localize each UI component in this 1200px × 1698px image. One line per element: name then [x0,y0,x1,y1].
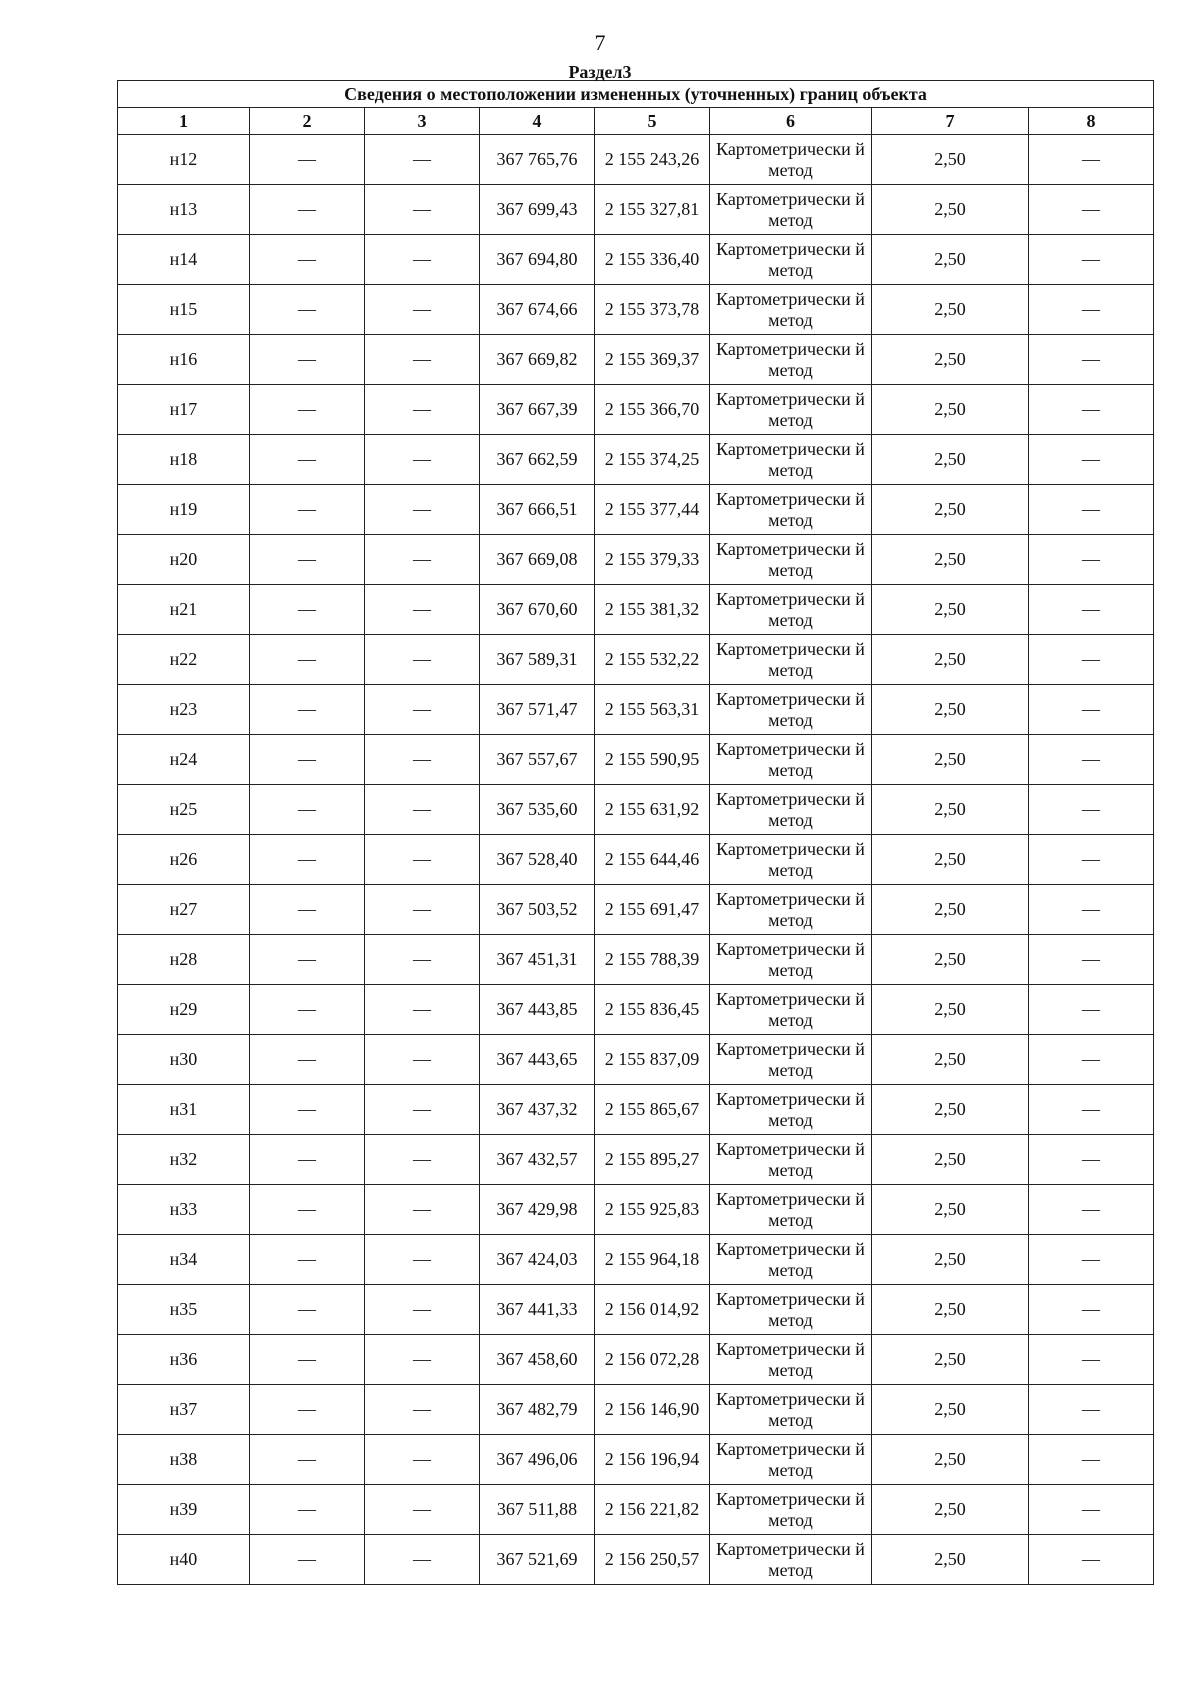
accuracy-cell: 2,50 [872,835,1029,885]
x-coordinate-cell: 367 443,85 [480,985,595,1035]
x-coordinate-cell: 367 424,03 [480,1235,595,1285]
point-cell: н30 [118,1035,250,1085]
method-cell: Картометрически й метод [710,1135,872,1185]
point-cell: н25 [118,785,250,835]
accuracy-cell: 2,50 [872,185,1029,235]
column-8-cell: — [1029,235,1154,285]
column-8-cell: — [1029,1285,1154,1335]
method-cell: Картометрически й метод [710,1485,872,1535]
method-cell: Картометрически й метод [710,1385,872,1435]
y-coordinate-cell: 2 155 964,18 [595,1235,710,1285]
accuracy-cell: 2,50 [872,585,1029,635]
x-coordinate-cell: 367 674,66 [480,285,595,335]
column-2-cell: — [250,1085,365,1135]
column-8-cell: — [1029,385,1154,435]
column-8-cell: — [1029,335,1154,385]
column-number-8: 8 [1029,108,1154,135]
column-2-cell: — [250,635,365,685]
y-coordinate-cell: 2 155 374,25 [595,435,710,485]
table-row [118,1535,1154,1585]
method-cell: Картометрически й метод [710,1035,872,1085]
column-8-cell: — [1029,1035,1154,1085]
method-cell: Картометрически й метод [710,685,872,735]
accuracy-cell: 2,50 [872,535,1029,585]
column-3-cell: — [365,235,480,285]
point-cell: н18 [118,435,250,485]
x-coordinate-cell: 367 666,51 [480,485,595,535]
column-3-cell: — [365,385,480,435]
method-cell: Картометрически й метод [710,435,872,485]
x-coordinate-cell: 367 669,82 [480,335,595,385]
accuracy-cell: 2,50 [872,1435,1029,1485]
accuracy-cell: 2,50 [872,385,1029,435]
point-cell: н38 [118,1435,250,1485]
column-number-7: 7 [872,108,1029,135]
table-row [118,1235,1154,1285]
x-coordinate-cell: 367 496,06 [480,1435,595,1485]
y-coordinate-cell: 2 155 563,31 [595,685,710,735]
x-coordinate-cell: 367 429,98 [480,1185,595,1235]
point-cell: н23 [118,685,250,735]
column-8-cell: — [1029,1485,1154,1535]
column-8-cell: — [1029,685,1154,735]
column-2-cell: — [250,1135,365,1185]
table-row [118,285,1154,335]
x-coordinate-cell: 367 662,59 [480,435,595,485]
point-cell: н14 [118,235,250,285]
column-3-cell: — [365,1085,480,1135]
x-coordinate-cell: 367 765,76 [480,135,595,185]
column-3-cell: — [365,1135,480,1185]
y-coordinate-cell: 2 156 250,57 [595,1535,710,1585]
column-8-cell: — [1029,1535,1154,1585]
x-coordinate-cell: 367 589,31 [480,635,595,685]
column-8-cell: — [1029,785,1154,835]
y-coordinate-cell: 2 155 865,67 [595,1085,710,1135]
x-coordinate-cell: 367 669,08 [480,535,595,585]
column-3-cell: — [365,1485,480,1535]
column-3-cell: — [365,535,480,585]
column-8-cell: — [1029,285,1154,335]
y-coordinate-cell: 2 155 377,44 [595,485,710,535]
y-coordinate-cell: 2 155 836,45 [595,985,710,1035]
y-coordinate-cell: 2 155 336,40 [595,235,710,285]
column-number-6: 6 [710,108,872,135]
column-8-cell: — [1029,585,1154,635]
method-cell: Картометрически й метод [710,1185,872,1235]
x-coordinate-cell: 367 458,60 [480,1335,595,1385]
point-cell: н22 [118,635,250,685]
accuracy-cell: 2,50 [872,1035,1029,1085]
column-8-cell: — [1029,635,1154,685]
section-label: Раздел3 [568,62,632,82]
x-coordinate-cell: 367 511,88 [480,1485,595,1535]
y-coordinate-cell: 2 155 366,70 [595,385,710,435]
table-row [118,985,1154,1035]
column-3-cell: — [365,685,480,735]
accuracy-cell: 2,50 [872,985,1029,1035]
accuracy-cell: 2,50 [872,285,1029,335]
y-coordinate-cell: 2 155 532,22 [595,635,710,685]
table-row [118,735,1154,785]
column-8-cell: — [1029,1435,1154,1485]
y-coordinate-cell: 2 155 373,78 [595,285,710,335]
x-coordinate-cell: 367 451,31 [480,935,595,985]
table-body [118,135,1154,1585]
column-2-cell: — [250,835,365,885]
method-cell: Картометрически й метод [710,1235,872,1285]
table-row [118,935,1154,985]
point-cell: н40 [118,1535,250,1585]
table-row [118,1085,1154,1135]
y-coordinate-cell: 2 155 837,09 [595,1035,710,1085]
x-coordinate-cell: 367 670,60 [480,585,595,635]
table-row [118,1435,1154,1485]
point-cell: н29 [118,985,250,1035]
column-3-cell: — [365,635,480,685]
column-3-cell: — [365,335,480,385]
column-8-cell: — [1029,835,1154,885]
column-2-cell: — [250,1385,365,1435]
accuracy-cell: 2,50 [872,135,1029,185]
column-number-5: 5 [595,108,710,135]
column-2-cell: — [250,685,365,735]
point-cell: н16 [118,335,250,385]
method-cell: Картометрически й метод [710,235,872,285]
column-8-cell: — [1029,185,1154,235]
point-cell: н34 [118,1235,250,1285]
column-8-cell: — [1029,885,1154,935]
point-cell: н21 [118,585,250,635]
column-2-cell: — [250,1285,365,1335]
column-2-cell: — [250,985,365,1035]
method-cell: Картометрически й метод [710,635,872,685]
column-2-cell: — [250,135,365,185]
accuracy-cell: 2,50 [872,635,1029,685]
accuracy-cell: 2,50 [872,685,1029,735]
column-2-cell: — [250,385,365,435]
method-cell: Картометрически й метод [710,285,872,335]
y-coordinate-cell: 2 155 381,32 [595,585,710,635]
method-cell: Картометрически й метод [710,1285,872,1335]
y-coordinate-cell: 2 156 014,92 [595,1285,710,1335]
x-coordinate-cell: 367 437,32 [480,1085,595,1135]
column-8-cell: — [1029,1385,1154,1435]
accuracy-cell: 2,50 [872,885,1029,935]
table-row [118,1285,1154,1335]
point-cell: н32 [118,1135,250,1185]
column-2-cell: — [250,1185,365,1235]
point-cell: н15 [118,285,250,335]
column-2-cell: — [250,935,365,985]
y-coordinate-cell: 2 155 925,83 [595,1185,710,1235]
point-cell: н39 [118,1485,250,1535]
column-2-cell: — [250,885,365,935]
column-2-cell: — [250,185,365,235]
table-row [118,635,1154,685]
boundary-coordinates-table [117,80,1154,1585]
x-coordinate-cell: 367 443,65 [480,1035,595,1085]
column-8-cell: — [1029,1335,1154,1385]
column-3-cell: — [365,1285,480,1335]
method-cell: Картометрически й метод [710,835,872,885]
table-row [118,135,1154,185]
table-row [118,235,1154,285]
table-row [118,385,1154,435]
table-title: Сведения о местоположении измененных (уточненных) границ объекта [118,81,1154,108]
column-3-cell: — [365,485,480,535]
method-cell: Картометрически й метод [710,585,872,635]
accuracy-cell: 2,50 [872,435,1029,485]
x-coordinate-cell: 367 667,39 [480,385,595,435]
y-coordinate-cell: 2 155 895,27 [595,1135,710,1185]
method-cell: Картометрически й метод [710,1335,872,1385]
point-cell: н26 [118,835,250,885]
column-8-cell: — [1029,1185,1154,1235]
table-row [118,1335,1154,1385]
column-2-cell: — [250,1435,365,1485]
column-3-cell: — [365,135,480,185]
point-cell: н20 [118,535,250,585]
x-coordinate-cell: 367 441,33 [480,1285,595,1335]
column-3-cell: — [365,435,480,485]
point-cell: н37 [118,1385,250,1435]
column-3-cell: — [365,935,480,985]
column-number-3: 3 [365,108,480,135]
point-cell: н35 [118,1285,250,1335]
column-3-cell: — [365,1035,480,1085]
column-2-cell: — [250,1335,365,1385]
column-2-cell: — [250,435,365,485]
x-coordinate-cell: 367 535,60 [480,785,595,835]
column-2-cell: — [250,335,365,385]
column-3-cell: — [365,1535,480,1585]
accuracy-cell: 2,50 [872,1385,1029,1435]
accuracy-cell: 2,50 [872,1535,1029,1585]
accuracy-cell: 2,50 [872,235,1029,285]
y-coordinate-cell: 2 156 146,90 [595,1385,710,1435]
column-number-4: 4 [480,108,595,135]
y-coordinate-cell: 2 156 196,94 [595,1435,710,1485]
accuracy-cell: 2,50 [872,1235,1029,1285]
y-coordinate-cell: 2 156 221,82 [595,1485,710,1535]
table-row [118,335,1154,385]
table-row [118,535,1154,585]
column-3-cell: — [365,1235,480,1285]
column-number-1: 1 [118,108,250,135]
column-2-cell: — [250,1535,365,1585]
point-cell: н19 [118,485,250,535]
column-3-cell: — [365,885,480,935]
y-coordinate-cell: 2 155 691,47 [595,885,710,935]
x-coordinate-cell: 367 699,43 [480,185,595,235]
y-coordinate-cell: 2 155 590,95 [595,735,710,785]
column-8-cell: — [1029,435,1154,485]
column-8-cell: — [1029,735,1154,785]
y-coordinate-cell: 2 155 369,37 [595,335,710,385]
column-number-2: 2 [250,108,365,135]
point-cell: н13 [118,185,250,235]
column-3-cell: — [365,735,480,785]
method-cell: Картометрически й метод [710,985,872,1035]
x-coordinate-cell: 367 694,80 [480,235,595,285]
column-3-cell: — [365,835,480,885]
table-row [118,585,1154,635]
table-row [118,1385,1154,1435]
column-3-cell: — [365,1335,480,1385]
column-2-cell: — [250,285,365,335]
column-3-cell: — [365,985,480,1035]
y-coordinate-cell: 2 156 072,28 [595,1335,710,1385]
column-3-cell: — [365,785,480,835]
table-row [118,835,1154,885]
column-3-cell: — [365,585,480,635]
y-coordinate-cell: 2 155 327,81 [595,185,710,235]
method-cell: Картометрически й метод [710,385,872,435]
point-cell: н27 [118,885,250,935]
accuracy-cell: 2,50 [872,935,1029,985]
column-8-cell: — [1029,935,1154,985]
accuracy-cell: 2,50 [872,1135,1029,1185]
column-2-cell: — [250,485,365,535]
table-row [118,1485,1154,1535]
accuracy-cell: 2,50 [872,1285,1029,1335]
accuracy-cell: 2,50 [872,1335,1029,1385]
table-row [118,885,1154,935]
column-2-cell: — [250,1485,365,1535]
point-cell: н36 [118,1335,250,1385]
method-cell: Картометрически й метод [710,885,872,935]
table-row [118,185,1154,235]
column-8-cell: — [1029,135,1154,185]
table-row [118,1185,1154,1235]
method-cell: Картометрически й метод [710,485,872,535]
column-2-cell: — [250,585,365,635]
column-2-cell: — [250,535,365,585]
x-coordinate-cell: 367 528,40 [480,835,595,885]
point-cell: н24 [118,735,250,785]
column-8-cell: — [1029,985,1154,1035]
column-3-cell: — [365,185,480,235]
accuracy-cell: 2,50 [872,1485,1029,1535]
column-8-cell: — [1029,485,1154,535]
x-coordinate-cell: 367 432,57 [480,1135,595,1185]
table-row [118,1035,1154,1085]
accuracy-cell: 2,50 [872,485,1029,535]
table-row [118,785,1154,835]
x-coordinate-cell: 367 521,69 [480,1535,595,1585]
column-number-row [118,108,1154,135]
column-3-cell: — [365,1385,480,1435]
point-cell: н33 [118,1185,250,1235]
table-row [118,685,1154,735]
column-2-cell: — [250,785,365,835]
column-2-cell: — [250,1035,365,1085]
point-cell: н12 [118,135,250,185]
y-coordinate-cell: 2 155 243,26 [595,135,710,185]
point-cell: н17 [118,385,250,435]
column-2-cell: — [250,735,365,785]
method-cell: Картометрически й метод [710,335,872,385]
x-coordinate-cell: 367 482,79 [480,1385,595,1435]
column-3-cell: — [365,1185,480,1235]
method-cell: Картометрически й метод [710,1435,872,1485]
method-cell: Картометрически й метод [710,1535,872,1585]
x-coordinate-cell: 367 557,67 [480,735,595,785]
accuracy-cell: 2,50 [872,785,1029,835]
column-3-cell: — [365,1435,480,1485]
method-cell: Картометрически й метод [710,735,872,785]
column-8-cell: — [1029,1135,1154,1185]
y-coordinate-cell: 2 155 644,46 [595,835,710,885]
y-coordinate-cell: 2 155 379,33 [595,535,710,585]
accuracy-cell: 2,50 [872,1085,1029,1135]
column-8-cell: — [1029,1235,1154,1285]
column-3-cell: — [365,285,480,335]
method-cell: Картометрически й метод [710,1085,872,1135]
accuracy-cell: 2,50 [872,1185,1029,1235]
table-row [118,485,1154,535]
accuracy-cell: 2,50 [872,335,1029,385]
table-row [118,435,1154,485]
point-cell: н31 [118,1085,250,1135]
x-coordinate-cell: 367 571,47 [480,685,595,735]
x-coordinate-cell: 367 503,52 [480,885,595,935]
page-number: 7 [594,30,606,55]
table-row [118,1135,1154,1185]
y-coordinate-cell: 2 155 631,92 [595,785,710,835]
method-cell: Картометрически й метод [710,135,872,185]
column-8-cell: — [1029,1085,1154,1135]
method-cell: Картометрически й метод [710,535,872,585]
column-8-cell: — [1029,535,1154,585]
accuracy-cell: 2,50 [872,735,1029,785]
method-cell: Картометрически й метод [710,185,872,235]
column-2-cell: — [250,1235,365,1285]
method-cell: Картометрически й метод [710,785,872,835]
y-coordinate-cell: 2 155 788,39 [595,935,710,985]
point-cell: н28 [118,935,250,985]
column-2-cell: — [250,235,365,285]
method-cell: Картометрически й метод [710,935,872,985]
